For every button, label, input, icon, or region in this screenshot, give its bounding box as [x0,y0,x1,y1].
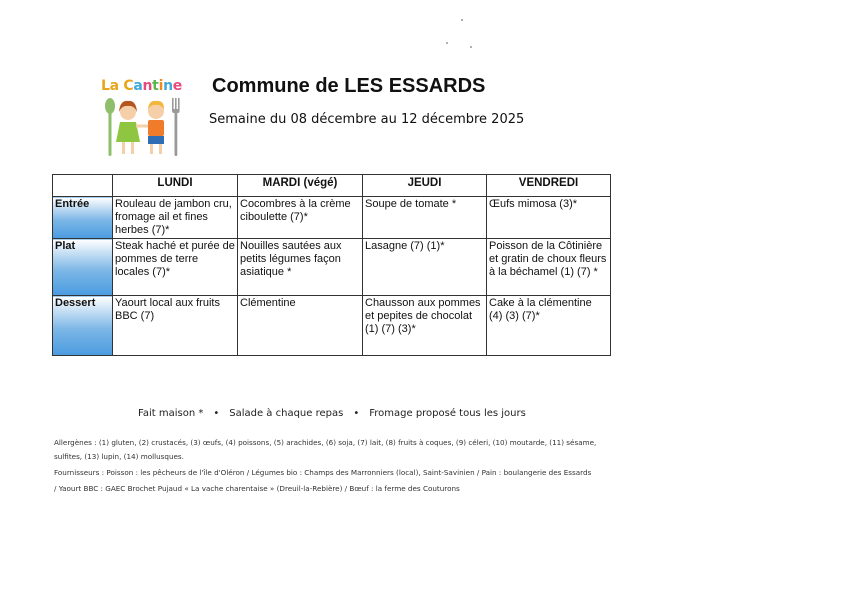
scan-speck [446,42,448,44]
row-label-entree: Entrée [53,197,113,239]
legend-bullet: • [213,408,220,419]
menu-cell: Cocombres à la crème ciboulette (7)* [238,197,363,239]
page-title: Commune de LES ESSARDS [212,75,486,97]
menu-cell: Yaourt local aux fruits BBC (7) [113,296,238,356]
suppliers-line-2: / Yaourt BBC : GAEC Brochet Pujaud « La vache charentaise » (Dreuil-la-Rebière) / Bœuf : la ferme des Couturons [54,484,460,493]
header-corner [53,175,113,197]
logo-letter: C [123,78,134,94]
day-header-vendredi: VENDREDI [487,175,611,197]
legend-salade: Salade à chaque repas [229,408,344,419]
day-header-lundi: LUNDI [113,175,238,197]
logo-letter: n [142,78,153,94]
menu-cell: Nouilles sautées aux petits légumes façon asiatique * [238,239,363,296]
menu-cell: Lasagne (7) (1)* [363,239,487,296]
week-subtitle: Semaine du 08 décembre au 12 décembre 2025 [209,112,525,127]
menu-cell: Œufs mimosa (3)* [487,197,611,239]
table-header-row [53,175,611,197]
legend-fait-maison: Fait maison * [138,408,204,419]
legend-bullet: • [353,408,360,419]
row-label-plat: Plat [53,239,113,296]
logo-letter: a [133,78,143,94]
logo-letter: n [163,78,173,94]
allergens-line-1: Allergènes : (1) gluten, (2) crustacés, (3) œufs, (4) poissons, (5) arachides, (6) soja, (7) lait, (8) fruits à coques, (9) céleri, (10) moutarde, (11) sésame, [54,438,597,447]
cantine-logo [98,74,190,160]
logo-text [101,78,182,94]
menu-cell: Soupe de tomate * [363,197,487,239]
menu-cell: Poisson de la Côtinière et gratin de choux fleurs à la béchamel (1) (7) * [487,239,611,296]
logo-letter: i [158,78,164,94]
menu-cell: Cake à la clémentine (4) (3) (7)* [487,296,611,356]
allergens-line-2: sulfites, (13) lupin, (14) mollusques. [54,452,184,461]
legend-line [138,408,526,419]
scan-speck [470,46,472,48]
menu-table [52,174,611,356]
menu-cell: Rouleau de jambon cru, fromage ail et fines herbes (7)* [113,197,238,239]
table-row-entree [53,197,611,239]
menu-cell: Steak haché et purée de pommes de terre locales (7)* [113,239,238,296]
menu-cell: Clémentine [238,296,363,356]
row-label-dessert: Dessert [53,296,113,356]
scan-speck [461,19,463,21]
day-header-jeudi: JEUDI [363,175,487,197]
children-illustration [98,96,190,160]
legend-fromage: Fromage proposé tous les jours [369,408,526,419]
logo-letter: t [152,78,159,94]
logo-letter: L [101,78,110,94]
table-row-dessert [53,296,611,356]
logo-letter: e [172,78,182,94]
suppliers-line-1: Fournisseurs : Poisson : les pêcheurs de l'île d'Oléron / Légumes bio : Champs des Marronniers (local), Saint-Savinien / Pain : boulangerie des Essards [54,468,592,477]
day-header-mardi: MARDI (végé) [238,175,363,197]
logo-letter: a [109,78,119,94]
menu-cell: Chausson aux pommes et pepites de chocolat (1) (7) (3)* [363,296,487,356]
table-row-plat [53,239,611,296]
